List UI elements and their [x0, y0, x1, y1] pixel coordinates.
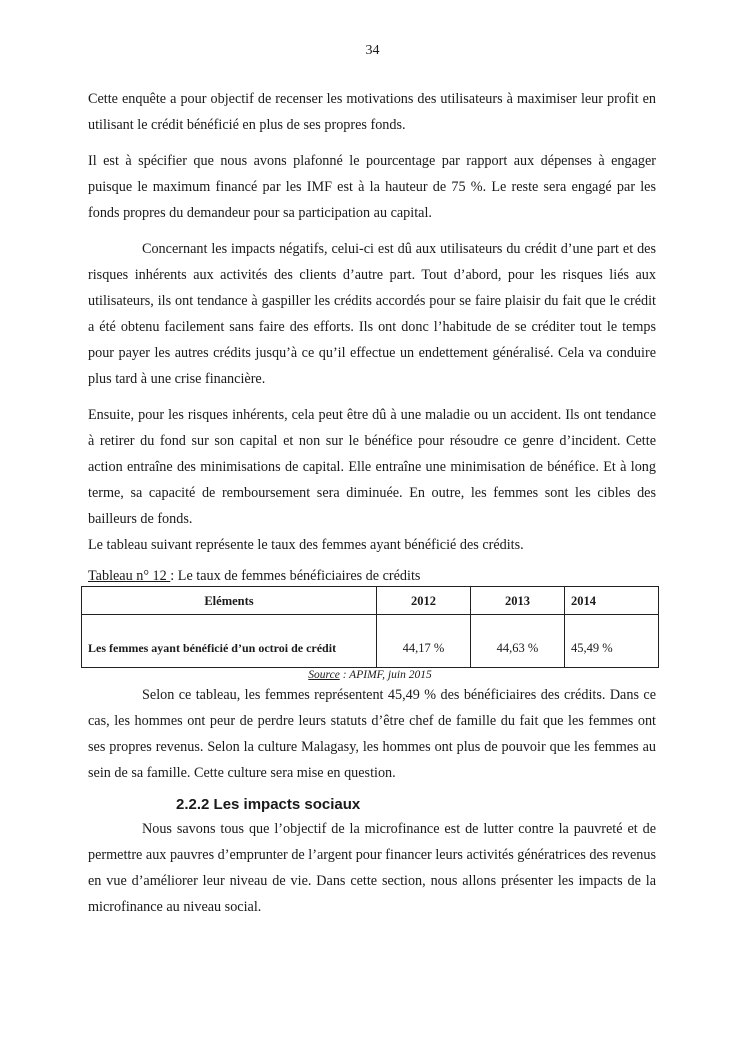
- table-caption-text: : Le taux de femmes bénéficiaires de crédits: [170, 568, 421, 584]
- table-row: [82, 615, 659, 668]
- paragraph-survey-objective: Cette enquête a pour objectif de recenser les motivations des utilisateurs à maximiser leur profit en utilisant le crédit bénéficié en plus de ses propres fonds.: [88, 91, 656, 133]
- header-elements: Eléments: [82, 587, 377, 615]
- page-number: 34: [365, 43, 380, 58]
- paragraph-funding-cap: Il est à spécifier que nous avons plafonné le pourcentage par rapport aux dépenses à engager puisque le maximum financé par les IMF est à la hauteur de 75 %. Le reste sera engagé par les fonds propres du demandeur pour sa participation au capital.: [88, 153, 656, 221]
- source-label: Source: [308, 669, 340, 681]
- header-2013: 2013: [471, 587, 565, 615]
- paragraph-table-analysis: Selon ce tableau, les femmes représentent 45,49 % des bénéficiaires des crédits. Dans ce cas, les hommes ont peur de perdre leurs statuts d’être chef de famille du fait que les femmes ont ses propres revenus. Selon la culture Malagasy, les hommes ont plus de pouvoir que les femmes au sein de sa famille. Cette culture sera mise en question.: [88, 687, 656, 781]
- women-beneficiaries-table: [81, 586, 659, 668]
- table-caption: [88, 566, 656, 586]
- row-label: Les femmes ayant bénéficié d’un octroi de crédit: [82, 615, 377, 668]
- section-heading: 2.2.2 Les impacts sociaux: [176, 796, 361, 813]
- table-caption-label: Tableau n° 12: [88, 568, 171, 584]
- paragraph-table-intro: Le tableau suivant représente le taux des femmes ayant bénéficié des crédits.: [88, 537, 524, 553]
- header-2012: 2012: [377, 587, 471, 615]
- value-2012: 44,17 %: [377, 615, 471, 668]
- paragraph-inherent-risks: Ensuite, pour les risques inhérents, cela peut être dû à une maladie ou un accident. Ils ont tendance à retirer du fond sur son capital et non sur le bénéfice pour résoudre ce genre d’incident. Cette action entraîne des minimisations de capital. Elle entraîne une minimisation de bénéfice. Et à long terme, sa capacité de remboursement sera diminuée. En outre, les femmes sont les cibles des bailleurs de fonds.: [88, 407, 656, 527]
- table-header-row: [82, 587, 659, 615]
- value-2014: 45,49 %: [565, 615, 659, 668]
- document-body: [88, 86, 656, 920]
- paragraph-social-impacts: Nous savons tous que l’objectif de la microfinance est de lutter contre la pauvreté et de permettre aux pauvres d’emprunter de l’argent pour financer leurs activités génératrices des revenus en vue d’améliorer leur niveau de vie. Dans cette section, nous allons présenter les impacts de la microfinance au niveau social.: [88, 821, 656, 915]
- paragraph-negative-impacts: Concernant les impacts négatifs, celui-ci est dû aux utilisateurs du crédit d’une part et des risques inhérents aux activités des clients d’autre part. Tout d’abord, pour les risques liés aux utilisateurs, ils ont tendance à gaspiller les crédits accordés pour se faire plaisir du fait que le crédit a été obtenu facilement sans faire des efforts. Ils ont donc l’habitude de se créditer tout le temps pour payer les autres crédits jusqu’à ce qu’il effectue un endettement généralisé. Cela va conduire plus tard à une crise financière.: [88, 241, 656, 387]
- table-source: [81, 668, 659, 682]
- source-text: : APIMF, juin 2015: [339, 669, 432, 681]
- header-2014: 2014: [565, 587, 659, 615]
- value-2013: 44,63 %: [471, 615, 565, 668]
